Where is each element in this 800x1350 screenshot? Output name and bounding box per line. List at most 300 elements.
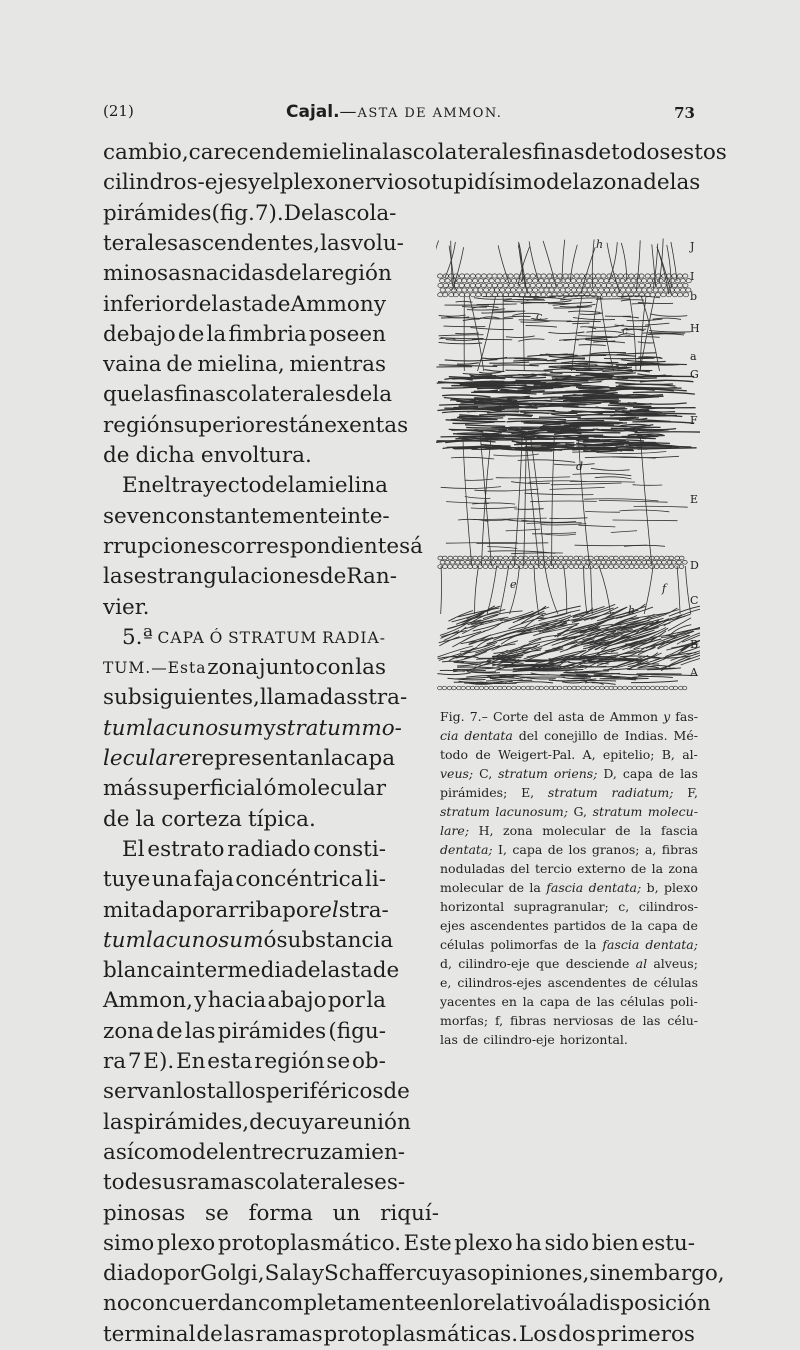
fiber-stroke bbox=[462, 419, 498, 420]
fiber-stroke bbox=[580, 313, 602, 314]
caption-word: de bbox=[475, 745, 490, 764]
cell-body bbox=[629, 556, 634, 560]
cell-body bbox=[502, 686, 506, 690]
cell-body bbox=[475, 560, 480, 564]
caption-word: supragranular; bbox=[514, 897, 609, 916]
word: llamadas bbox=[260, 683, 357, 713]
text-line bbox=[103, 774, 386, 804]
fiber-stroke bbox=[632, 422, 694, 424]
word: de bbox=[125, 1168, 152, 1198]
cell-body bbox=[496, 560, 501, 564]
cell-body bbox=[468, 288, 473, 292]
cell-body bbox=[530, 274, 535, 278]
caption-word: Corte bbox=[493, 707, 529, 726]
cell-body bbox=[664, 686, 668, 690]
word: stratum bbox=[276, 714, 362, 744]
fiber-stroke bbox=[621, 360, 666, 362]
fiber-stroke bbox=[561, 674, 589, 675]
author-name: Cajal. bbox=[286, 102, 340, 122]
word: de bbox=[103, 441, 130, 471]
caption-word: de bbox=[620, 1011, 635, 1030]
text-line bbox=[103, 714, 386, 744]
cell-body bbox=[514, 565, 519, 569]
caption-word: horizontal bbox=[440, 897, 504, 916]
word: E). bbox=[143, 1047, 174, 1077]
word: inferior bbox=[103, 290, 185, 320]
word: de bbox=[103, 805, 130, 835]
cell-body bbox=[559, 556, 564, 560]
cell-body bbox=[514, 274, 519, 278]
word: plexo bbox=[157, 1229, 215, 1259]
cell-body bbox=[438, 274, 443, 278]
caption-word: b, bbox=[647, 878, 659, 897]
word: las bbox=[103, 562, 134, 592]
word: una bbox=[152, 865, 193, 895]
cell-body bbox=[683, 274, 688, 278]
cell-body bbox=[544, 565, 549, 569]
word: estos bbox=[670, 138, 726, 168]
word: lacunosum bbox=[146, 714, 264, 744]
cell-body bbox=[518, 556, 523, 560]
fiber-stroke bbox=[518, 339, 544, 341]
cell-body bbox=[579, 565, 584, 569]
cell-body bbox=[500, 560, 505, 564]
cell-body bbox=[471, 293, 476, 297]
word: las bbox=[314, 199, 345, 229]
word: servan bbox=[103, 1077, 176, 1107]
word: mientras bbox=[289, 350, 386, 380]
word: rrupciones bbox=[103, 532, 221, 562]
word: la bbox=[206, 320, 226, 350]
word: de bbox=[261, 471, 288, 501]
word: el bbox=[319, 896, 339, 926]
cell-body bbox=[487, 283, 492, 287]
word: y bbox=[264, 714, 276, 744]
cell-body bbox=[629, 565, 634, 569]
cell-body bbox=[560, 279, 565, 283]
caption-word: polimorfas bbox=[490, 935, 557, 954]
cell-body bbox=[656, 283, 661, 287]
cell-body bbox=[516, 686, 520, 690]
cell-body bbox=[585, 274, 590, 278]
word: embargo, bbox=[621, 1259, 725, 1289]
fiber-stroke bbox=[436, 241, 439, 277]
cell-body bbox=[476, 283, 481, 287]
caption-word: todo bbox=[440, 745, 468, 764]
cell-body bbox=[507, 686, 511, 690]
cell-body bbox=[574, 274, 579, 278]
word: de bbox=[156, 1017, 183, 1047]
cell-body bbox=[438, 556, 443, 560]
word: STRATUM bbox=[228, 623, 317, 653]
word: forma bbox=[249, 1199, 313, 1229]
word: y bbox=[248, 168, 260, 198]
text-line bbox=[103, 744, 386, 774]
fiber-stroke bbox=[591, 468, 630, 470]
figure-inner-label: h bbox=[596, 238, 603, 251]
word: inte- bbox=[340, 502, 389, 532]
word: y bbox=[312, 1259, 324, 1289]
cell-body bbox=[607, 274, 612, 278]
fiber-stroke bbox=[493, 438, 523, 439]
cell-body bbox=[536, 283, 541, 287]
word: abajo bbox=[268, 986, 327, 1016]
word: tum bbox=[103, 714, 146, 744]
fiber-stroke bbox=[613, 520, 678, 521]
caption-word: Fig. bbox=[440, 707, 465, 726]
cell-body bbox=[641, 686, 645, 690]
word: disposición bbox=[589, 1289, 711, 1319]
cell-body bbox=[637, 686, 641, 690]
cell-body bbox=[659, 565, 664, 569]
caption-word: D, bbox=[603, 764, 617, 783]
caption-word: de bbox=[463, 1030, 478, 1049]
caption-word: de bbox=[632, 973, 647, 992]
cell-body bbox=[521, 560, 526, 564]
caption-word: de bbox=[611, 916, 626, 935]
fiber-stroke bbox=[570, 401, 621, 402]
word: corteza bbox=[161, 805, 242, 835]
caption-word: molecu- bbox=[648, 802, 698, 821]
word: por bbox=[178, 896, 215, 926]
caption-word: horizontal. bbox=[560, 1030, 628, 1049]
cell-body bbox=[440, 560, 445, 564]
fiber-stroke bbox=[548, 660, 579, 661]
caption-word: capa bbox=[512, 840, 542, 859]
word: lo bbox=[453, 1289, 473, 1319]
word: trayecto bbox=[171, 471, 261, 501]
fiber-stroke bbox=[626, 329, 646, 330]
word: se bbox=[326, 1047, 350, 1077]
text-line bbox=[103, 168, 695, 198]
caption-line bbox=[440, 916, 698, 935]
caption-word: conejillo bbox=[544, 726, 597, 745]
fiber-stroke bbox=[493, 365, 539, 366]
fiber-stroke bbox=[572, 323, 589, 324]
cell-body bbox=[642, 279, 647, 283]
cell-body bbox=[458, 565, 463, 569]
fiber-stroke bbox=[493, 454, 538, 456]
text-line bbox=[103, 926, 386, 956]
caption-word: de bbox=[575, 992, 590, 1011]
fiber-stroke bbox=[585, 511, 620, 512]
caption-word: E, bbox=[521, 783, 534, 802]
text-line bbox=[122, 471, 386, 501]
word: mielina bbox=[302, 138, 382, 168]
word: las bbox=[670, 168, 701, 198]
cell-body bbox=[645, 556, 650, 560]
caption-word: cilindros- bbox=[639, 897, 698, 916]
word: 7 bbox=[128, 1047, 142, 1077]
caption-word: de bbox=[631, 859, 646, 878]
caption-line bbox=[440, 726, 698, 745]
caption-line bbox=[440, 840, 698, 859]
word: así bbox=[103, 1138, 134, 1168]
cell-body bbox=[565, 279, 570, 283]
cell-body bbox=[581, 686, 585, 690]
word: del bbox=[185, 290, 218, 320]
caption-word: la bbox=[523, 992, 534, 1011]
cell-body bbox=[530, 560, 535, 564]
fiber-stroke bbox=[472, 503, 515, 504]
caption-word: pirámides; bbox=[440, 783, 507, 802]
cell-body bbox=[447, 686, 451, 690]
word: sido bbox=[545, 1229, 590, 1259]
caption-word: alveus; bbox=[653, 954, 698, 973]
word: De bbox=[284, 199, 314, 229]
figure-label: E bbox=[690, 493, 698, 506]
cell-body bbox=[568, 556, 573, 560]
cell-body bbox=[639, 565, 644, 569]
cell-body bbox=[500, 279, 505, 283]
word: hacia bbox=[208, 986, 266, 1016]
cell-body bbox=[451, 288, 456, 292]
word: lacunosum bbox=[146, 926, 264, 956]
cell-body bbox=[625, 565, 630, 569]
text-line bbox=[103, 1138, 386, 1168]
fiber-stroke bbox=[644, 566, 653, 614]
caption-line bbox=[440, 802, 698, 821]
cell-body bbox=[484, 288, 489, 292]
fiber-stroke bbox=[441, 487, 501, 489]
cell-body bbox=[453, 565, 458, 569]
fiber-stroke bbox=[521, 520, 576, 522]
cell-body bbox=[596, 293, 601, 297]
cell-body bbox=[466, 686, 470, 690]
fiber-stroke bbox=[457, 664, 476, 666]
fiber-stroke bbox=[437, 673, 470, 675]
fiber-stroke bbox=[550, 487, 605, 489]
word: Ammon, bbox=[103, 986, 193, 1016]
fiber-stroke bbox=[465, 497, 491, 499]
cell-body bbox=[604, 279, 609, 283]
fiber-stroke bbox=[481, 311, 515, 313]
cell-body bbox=[660, 686, 664, 690]
text-line bbox=[103, 896, 386, 926]
cell-body bbox=[565, 288, 570, 292]
fiber-stroke bbox=[570, 245, 577, 281]
word: vier. bbox=[103, 593, 150, 623]
cell-body bbox=[448, 556, 453, 560]
cell-body bbox=[574, 565, 579, 569]
caption-word: poli- bbox=[670, 992, 698, 1011]
cell-body bbox=[503, 556, 508, 560]
fiber-stroke bbox=[579, 525, 616, 527]
fiber-stroke bbox=[508, 419, 566, 420]
cell-body bbox=[438, 686, 442, 690]
caption-word: B, bbox=[662, 745, 675, 764]
word: exentas bbox=[324, 411, 408, 441]
caption-word: del bbox=[533, 707, 552, 726]
word: (fig. bbox=[212, 199, 255, 229]
running-header bbox=[103, 102, 695, 128]
cell-body bbox=[445, 279, 450, 283]
word: CAPA bbox=[158, 623, 205, 653]
text-line bbox=[103, 441, 386, 471]
fiber-stroke bbox=[630, 296, 637, 371]
caption-word: yacentes bbox=[440, 992, 496, 1011]
word: Los bbox=[519, 1320, 557, 1350]
word: colaterales bbox=[226, 380, 346, 410]
text-line bbox=[103, 956, 386, 986]
caption-word: asta bbox=[558, 707, 584, 726]
word: el bbox=[152, 471, 172, 501]
word: la bbox=[302, 259, 322, 289]
cell-body bbox=[672, 283, 677, 287]
word: TUM.—Esta bbox=[103, 653, 206, 683]
cell-body bbox=[636, 279, 641, 283]
fiber-stroke bbox=[621, 300, 644, 301]
cell-body bbox=[479, 686, 483, 690]
caption-word: stratum bbox=[440, 802, 490, 821]
caption-word: de bbox=[548, 840, 563, 859]
cell-body bbox=[468, 565, 473, 569]
fiber-stroke bbox=[457, 667, 501, 668]
cell-body bbox=[604, 288, 609, 292]
cell-body bbox=[462, 288, 467, 292]
caption-line bbox=[440, 992, 698, 1011]
caption-word: f, bbox=[495, 1011, 503, 1030]
cell-body bbox=[658, 288, 663, 292]
cell-body bbox=[596, 274, 601, 278]
word: cuya bbox=[276, 1108, 327, 1138]
caption-word: nerviosas bbox=[553, 1011, 613, 1030]
cell-body bbox=[605, 686, 609, 690]
cell-body bbox=[476, 274, 481, 278]
word: zona bbox=[207, 653, 258, 683]
caption-word: C, bbox=[479, 764, 492, 783]
caption-line bbox=[440, 897, 698, 916]
cell-body bbox=[675, 556, 680, 560]
fiber-stroke bbox=[620, 424, 650, 425]
word: de bbox=[373, 956, 400, 986]
cell-body bbox=[485, 560, 490, 564]
cell-body bbox=[620, 565, 625, 569]
cell-body bbox=[468, 556, 473, 560]
text-line bbox=[103, 1289, 695, 1319]
fiber-stroke bbox=[650, 314, 687, 316]
word: de bbox=[585, 138, 612, 168]
fiber-stroke bbox=[439, 631, 482, 642]
word: asta bbox=[327, 956, 372, 986]
fiber-stroke bbox=[667, 245, 671, 288]
fiber-stroke bbox=[471, 507, 517, 508]
cell-body bbox=[475, 686, 479, 690]
fiber-stroke bbox=[549, 518, 587, 519]
cell-body bbox=[536, 274, 541, 278]
caption-word: fibras bbox=[662, 840, 698, 859]
fiber-stroke bbox=[551, 483, 622, 485]
cell-body bbox=[438, 565, 443, 569]
cell-body bbox=[506, 560, 511, 564]
word: Golgi, bbox=[200, 1259, 264, 1289]
cell-body bbox=[596, 560, 601, 564]
text-line bbox=[103, 1047, 386, 1077]
word: dicha bbox=[136, 441, 195, 471]
text-line bbox=[103, 350, 386, 380]
text-line bbox=[103, 1108, 386, 1138]
word: mitada bbox=[103, 896, 178, 926]
fiber-stroke bbox=[527, 649, 564, 657]
cell-body bbox=[577, 279, 582, 283]
caption-word: a, bbox=[645, 840, 656, 859]
caption-line bbox=[440, 1011, 698, 1030]
word: plexo bbox=[454, 1229, 512, 1259]
word: típica. bbox=[248, 805, 316, 835]
fiber-stroke bbox=[579, 345, 606, 346]
cell-body bbox=[443, 293, 448, 297]
fiber-stroke bbox=[608, 242, 617, 282]
word: En bbox=[176, 1047, 206, 1077]
caption-word: capa bbox=[540, 992, 570, 1011]
cell-body bbox=[626, 279, 631, 283]
fiber-stroke bbox=[627, 438, 656, 439]
word: Schaffer bbox=[324, 1259, 416, 1289]
cell-body bbox=[492, 283, 497, 287]
word: las bbox=[320, 229, 351, 259]
caption-line bbox=[440, 707, 698, 726]
caption-word: células bbox=[620, 992, 664, 1011]
cell-body bbox=[624, 556, 629, 560]
cell-body bbox=[470, 283, 475, 287]
word: substancia bbox=[276, 926, 393, 956]
cell-body bbox=[577, 288, 582, 292]
fiber-stroke bbox=[530, 501, 597, 502]
fiber-stroke bbox=[628, 403, 687, 404]
fiber-stroke bbox=[681, 654, 700, 665]
word: cambio, bbox=[103, 138, 189, 168]
fiber-stroke bbox=[548, 332, 584, 334]
word: simo bbox=[103, 1229, 154, 1259]
cell-body bbox=[553, 556, 558, 560]
cell-body bbox=[571, 279, 576, 283]
word: cilindros-ejes bbox=[103, 168, 248, 198]
word: del bbox=[192, 1138, 225, 1168]
text-line bbox=[103, 1077, 386, 1107]
caption-word: desciende bbox=[566, 954, 630, 973]
fiber-stroke bbox=[463, 436, 472, 566]
word: protoplasmáticas. bbox=[324, 1320, 519, 1350]
word: subsiguientes, bbox=[103, 683, 260, 713]
cell-body bbox=[463, 565, 468, 569]
word: blanca bbox=[103, 956, 175, 986]
cell-body bbox=[602, 283, 607, 287]
word: del bbox=[294, 956, 327, 986]
word: concuerdan bbox=[130, 1289, 258, 1319]
word: to bbox=[103, 1168, 125, 1198]
title-dash: — bbox=[340, 102, 358, 122]
caption-word: tercio bbox=[535, 859, 572, 878]
word: pirámides bbox=[103, 199, 212, 229]
text-line bbox=[103, 805, 386, 835]
word: bien bbox=[592, 1229, 639, 1259]
caption-word: dentata bbox=[464, 726, 512, 745]
word: más bbox=[103, 774, 147, 804]
fiber-stroke bbox=[651, 675, 696, 676]
caption-word: radiatum; bbox=[611, 783, 673, 802]
cell-body bbox=[654, 565, 659, 569]
cell-body bbox=[647, 279, 652, 283]
caption-word: y bbox=[663, 707, 670, 726]
caption-word: molecular bbox=[440, 878, 503, 897]
fiber-stroke bbox=[445, 242, 455, 278]
cell-body bbox=[563, 283, 568, 287]
fiber-stroke bbox=[560, 306, 589, 307]
cell-body bbox=[576, 560, 581, 564]
caption-line bbox=[440, 973, 698, 992]
fiber-stroke bbox=[529, 363, 588, 364]
word: dos bbox=[558, 1320, 596, 1350]
